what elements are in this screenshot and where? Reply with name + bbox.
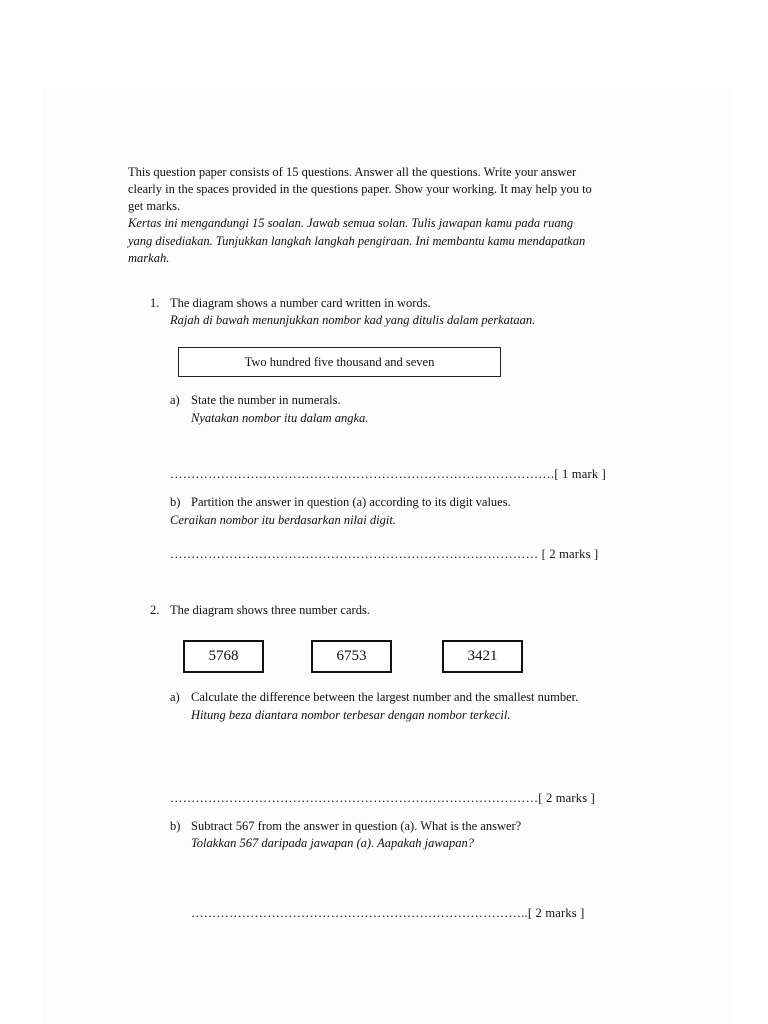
q2-number-card-3 bbox=[442, 640, 523, 673]
q2-number-card-3-value: 3421 bbox=[467, 648, 498, 664]
q1a-question-en: State the number in numerals. bbox=[191, 393, 341, 407]
q2a-label: a) bbox=[170, 690, 180, 704]
instructions-en-line3: get marks. bbox=[128, 199, 181, 213]
q2b-label: b) bbox=[170, 819, 181, 833]
q1b-answer-line[interactable]: …………………………………………………………………………… [ 2 marks ] bbox=[170, 547, 599, 561]
q2-number-card-1-value: 5768 bbox=[208, 648, 239, 664]
q2-number: 2. bbox=[150, 603, 160, 617]
q1b-question-en: Partition the answer in question (a) according to its digit values. bbox=[191, 495, 511, 509]
q1-stem-en: The diagram shows a number card written in words. bbox=[170, 296, 431, 310]
q2b-answer-line[interactable]: ……………………………………………………………………..[ 2 marks ] bbox=[191, 906, 585, 920]
q1a-label: a) bbox=[170, 393, 180, 407]
q2-number-card-2-value: 6753 bbox=[336, 648, 367, 664]
instructions-ms-line1: Kertas ini mengandungi 15 soalan. Jawab semua solan. Tulis jawapan kamu pada ruang bbox=[128, 216, 574, 230]
q1-number: 1. bbox=[150, 296, 160, 310]
q2a-answer-line[interactable]: ……………………………………………………………………………[ 2 marks ] bbox=[170, 791, 595, 805]
q2-number-card-1 bbox=[183, 640, 264, 673]
instructions-ms-line3: markah. bbox=[128, 251, 170, 265]
q1a-question-ms: Nyatakan nombor itu dalam angka. bbox=[191, 411, 369, 425]
instructions-en-line2: clearly in the spaces provided in the questions paper. Show your working. It may help you to bbox=[128, 182, 592, 196]
instructions-en-line1: This question paper consists of 15 questions. Answer all the questions. Write your answer bbox=[128, 165, 577, 179]
q2-stem-en: The diagram shows three number cards. bbox=[170, 603, 370, 617]
q1-number-card bbox=[178, 347, 501, 377]
q2b-question-ms: Tolakkan 567 daripada jawapan (a). Aapakah jawapan? bbox=[191, 836, 474, 850]
q2b-question-en: Subtract 567 from the answer in question (a). What is the answer? bbox=[191, 819, 522, 833]
q1b-question-ms: Ceraikan nombor itu berdasarkan nilai digit. bbox=[170, 513, 396, 527]
q1a-answer-line[interactable]: ……………………………………………………………………………….[ 1 mark ] bbox=[170, 467, 606, 481]
q2a-question-ms: Hitung beza diantara nombor terbesar dengan nombor terkecil. bbox=[191, 708, 511, 722]
q1-stem-ms: Rajah di bawah menunjukkan nombor kad yang ditulis dalam perkataan. bbox=[170, 313, 536, 327]
instructions-ms-line2: yang disediakan. Tunjukkan langkah langkah pengiraan. Ini membantu kamu mendapatkan bbox=[128, 234, 586, 248]
q1b-label: b) bbox=[170, 495, 181, 509]
q2-number-card-2 bbox=[311, 640, 392, 673]
q1-number-card-text: Two hundred five thousand and seven bbox=[244, 354, 435, 369]
q2a-question-en: Calculate the difference between the largest number and the smallest number. bbox=[191, 690, 579, 704]
